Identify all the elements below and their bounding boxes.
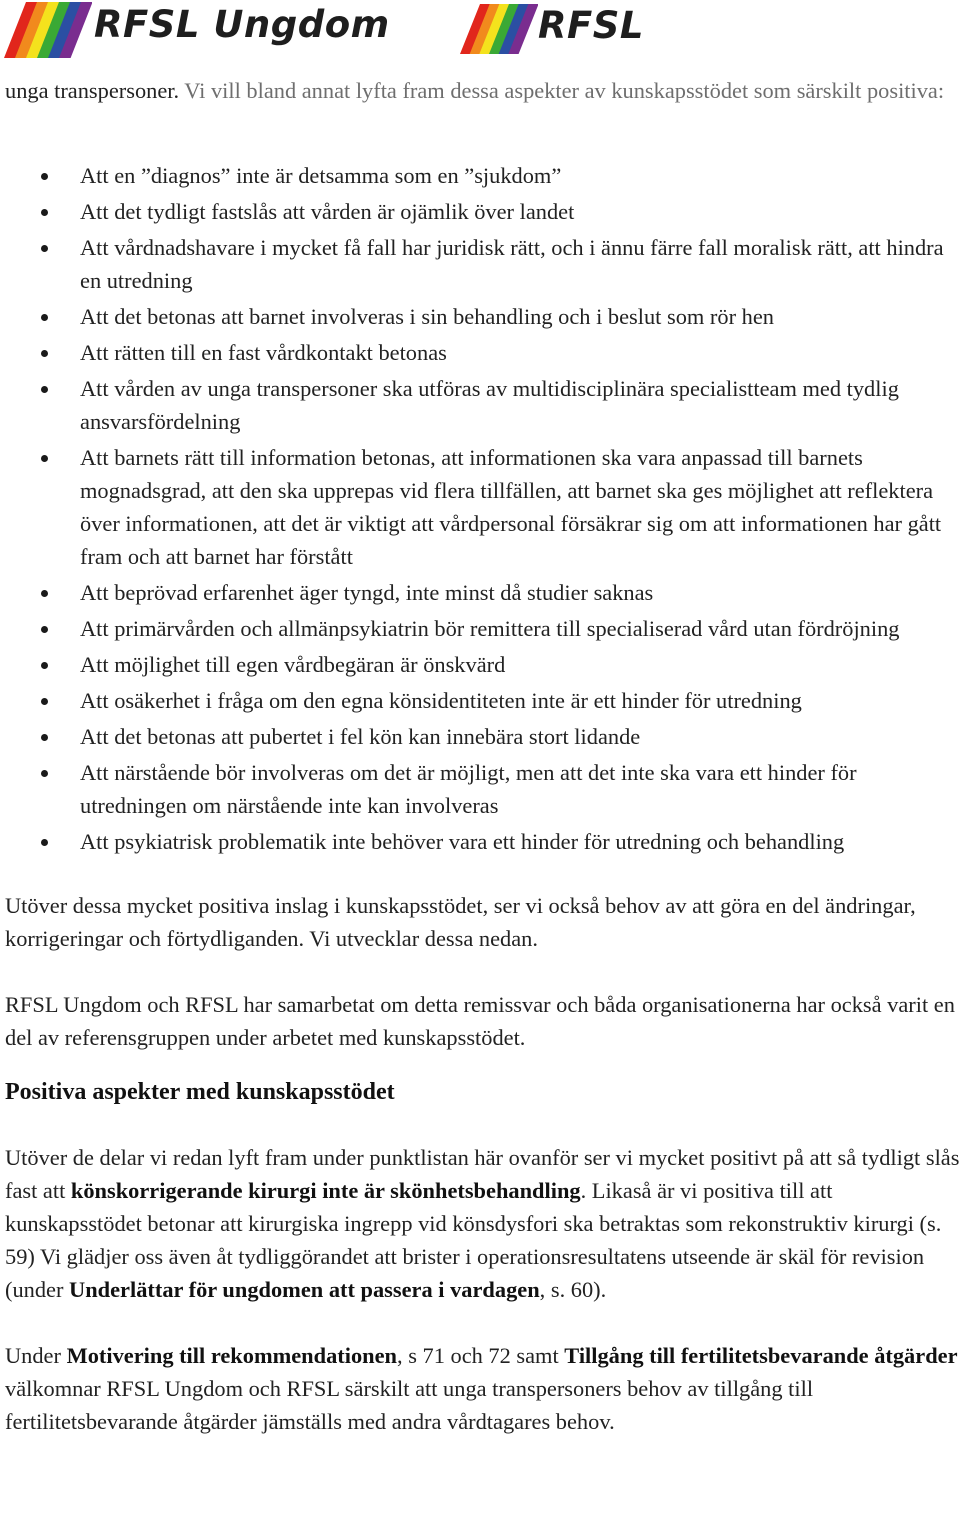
bold-segment: könskorrigerande kirurgi inte är skönhetsbehandling (70, 1178, 581, 1203)
section-heading: Positiva aspekter med kunskapsstödet (5, 1079, 395, 1105)
logo-ungdom-text: RFSL Ungdom (94, 2, 390, 46)
list-item-text: Att en ”diagnos” inte är detsamma som en ”sjukdom” (80, 163, 562, 188)
list-item-text: Att vårdnadshavare i mycket få fall har juridisk rätt, och i ännu färre fall moralisk rätt, att hindra en utredning (80, 235, 944, 293)
list-item (5, 684, 960, 717)
list-item-text: Att det betonas att barnet involveras i sin behandling och i beslut som rör hen (80, 304, 774, 329)
bullet-icon (41, 455, 48, 462)
paragraph-surgery (5, 1141, 960, 1306)
list-item (5, 372, 960, 438)
text-segment: Utöver de delar vi redan lyft fram under punktlistan här ovanför ser vi mycket positivt på att så tydligt slås fast att (5, 1145, 960, 1203)
page-header (0, 0, 960, 60)
list-item-text: Att beprövad erfarenhet äger tyngd, inte minst då studier saknas (80, 580, 654, 605)
rainbow-flag-icon (460, 4, 538, 54)
list-item-text: Att osäkerhet i fråga om den egna könsidentiteten inte är ett hinder för utredning (80, 688, 802, 713)
list-item (5, 576, 960, 609)
paragraph-fertility (5, 1339, 960, 1438)
bullet-icon (41, 770, 48, 777)
list-item-text: Att det tydligt fastslås att vården är ojämlik över landet (80, 199, 575, 224)
rfsl-logo (460, 4, 644, 54)
bullet-icon (41, 662, 48, 669)
bullet-icon (41, 839, 48, 846)
list-item (5, 648, 960, 681)
paragraph-changes: Utöver dessa mycket positiva inslag i kunskapsstödet, ser vi också behov av att göra en del ändringar, korrigeringar och förtydliganden. Vi utvecklar dessa nedan. (5, 893, 916, 951)
document-body (5, 74, 960, 1438)
list-item (5, 441, 960, 573)
list-item-text: Att psykiatrisk problematik inte behöver vara ett hinder för utredning och behandling (80, 829, 845, 854)
list-item-text: Att vården av unga transpersoner ska utföras av multidisciplinära specialistteam med tydlig ansvarsfördelning (80, 376, 899, 434)
list-item (5, 231, 960, 297)
logo-rfsl-text: RFSL (538, 3, 644, 47)
bullet-icon (41, 209, 48, 216)
list-item (5, 300, 960, 333)
bold-segment: Tillgång till fertilitetsbevarande åtgärder (564, 1343, 958, 1368)
paragraph-collaboration: RFSL Ungdom och RFSL har samarbetat om detta remissvar och båda organisationerna har också varit en del av referensgruppen under arbetet med kunskapsstödet. (5, 992, 955, 1050)
text-segment: välkomnar RFSL Ungdom och RFSL särskilt att unga transpersoners behov av tillgång till fertilitetsbevarande åtgärder jämställs med andra vårdtagares behov. (5, 1376, 814, 1434)
intro-paragraph (5, 74, 960, 107)
text-segment: . Likaså är vi positiva till att kunskapsstödet betonar att kirurgiska ingrepp vid könsdysfori ska betraktas som rekonstruktiv kirurgi (s. 59) Vi glädjer oss även åt tydliggörandet att brister i operationsresultatens utseende är skäl för revision (under (5, 1178, 942, 1302)
list-item (5, 756, 960, 822)
text-segment: , s 71 och 72 samt (397, 1343, 565, 1368)
bold-segment: Underlättar för ungdomen att passera i vardagen (69, 1277, 540, 1302)
list-item-text: Att närstående bör involveras om det är möjligt, men att det inte ska vara ett hinder för utredningen om närstående inte kan involveras (80, 760, 857, 818)
list-item-text: Att det betonas att pubertet i fel kön kan innebära stort lidande (80, 724, 641, 749)
bullet-icon (41, 245, 48, 252)
bullet-icon (41, 386, 48, 393)
bullet-icon (41, 173, 48, 180)
list-item (5, 825, 960, 858)
list-item-text: Att barnets rätt till information betonas, att informationen ska vara anpassad till barnets mognadsgrad, att den ska upprepas vid flera tillfällen, att barnet ska ges möjlighet att reflektera över informationen, att det är viktigt att vårdpersonal försäkrar sig om att informationen har gått fram och att barnet har förstått (80, 445, 942, 569)
rainbow-flag-icon (4, 2, 92, 58)
intro-part1: unga transpersoner. (5, 78, 180, 103)
list-item-text: Att rätten till en fast vårdkontakt betonas (80, 340, 447, 365)
bullet-icon (41, 314, 48, 321)
intro-part2: Vi vill bland annat lyfta fram dessa aspekter av kunskapsstödet som särskilt positiva: (179, 78, 945, 103)
list-item-text: Att möjlighet till egen vårdbegäran är önskvärd (80, 652, 506, 677)
bullet-icon (41, 698, 48, 705)
list-item (5, 720, 960, 753)
bullet-icon (41, 626, 48, 633)
text-segment: Under (5, 1343, 67, 1368)
bullet-icon (41, 350, 48, 357)
list-item-text: Att primärvården och allmänpsykiatrin bör remittera till specialiserad vård utan fördröjning (80, 616, 900, 641)
bullet-icon (41, 734, 48, 741)
list-item (5, 195, 960, 228)
list-item (5, 159, 960, 192)
list-item (5, 612, 960, 645)
list-item (5, 336, 960, 369)
text-segment: , s. 60). (539, 1277, 607, 1302)
positive-aspects-list (5, 159, 960, 858)
bullet-icon (41, 590, 48, 597)
bold-segment: Motivering till rekommendationen (66, 1343, 397, 1368)
rfsl-ungdom-logo (4, 2, 390, 58)
